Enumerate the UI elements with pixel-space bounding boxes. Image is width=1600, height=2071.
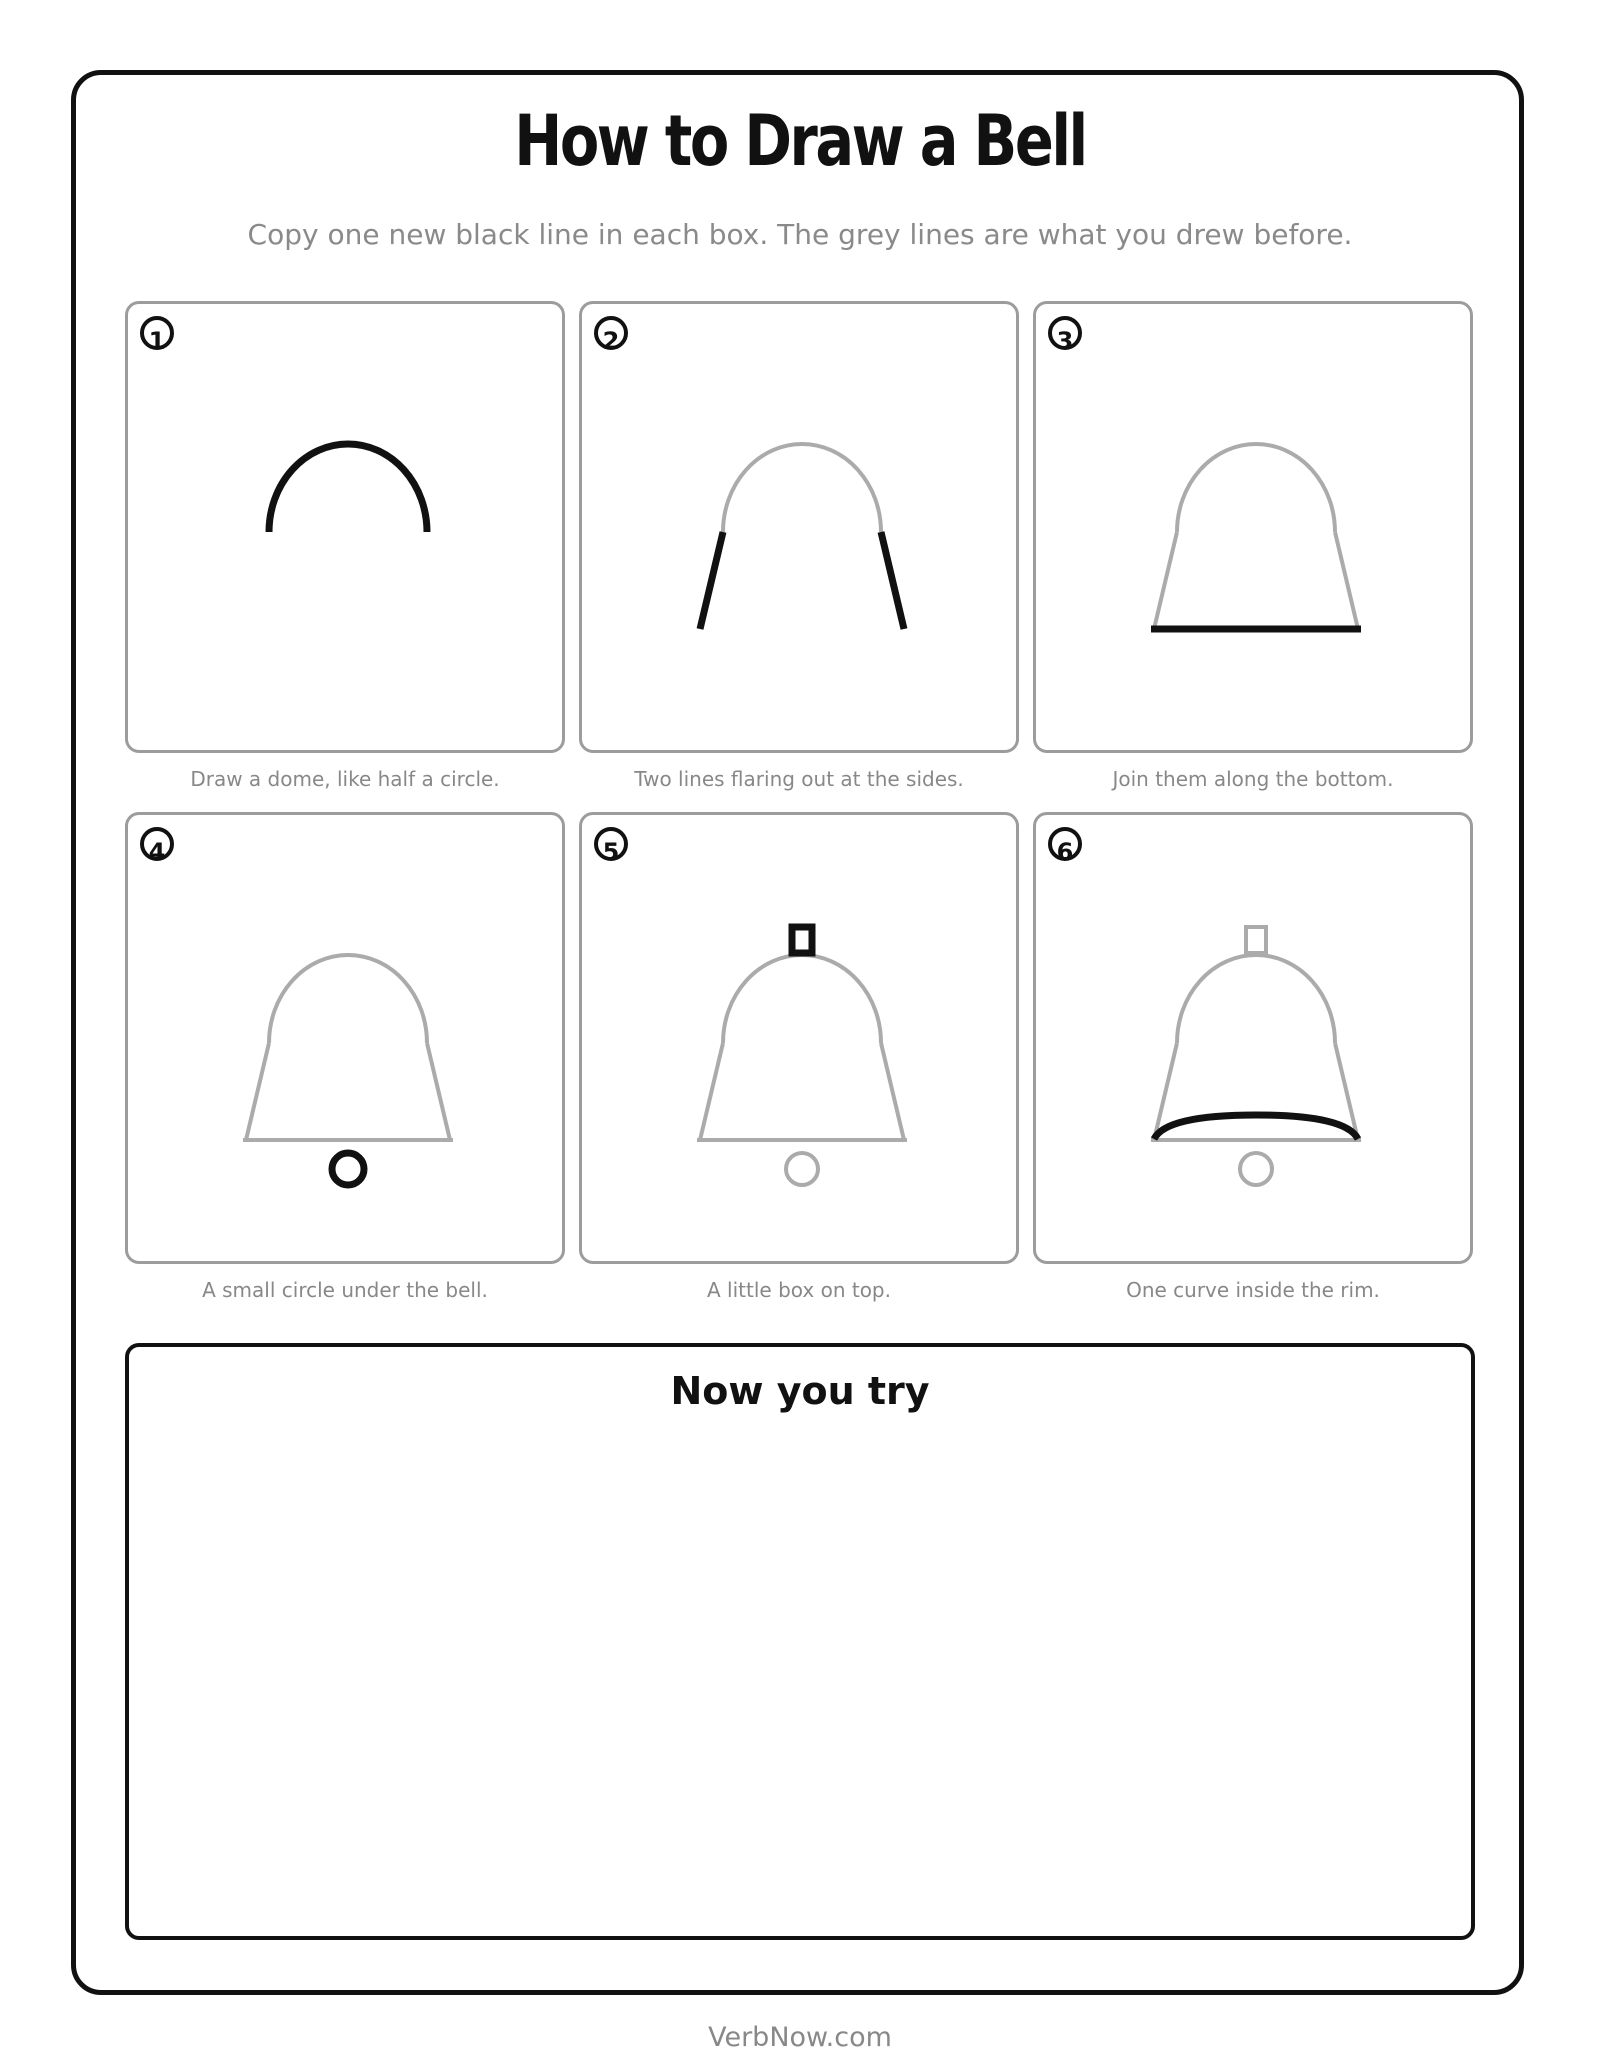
- rim-curve: [1154, 1115, 1358, 1139]
- step-number: 1: [148, 327, 166, 355]
- clapper-circle: [332, 1153, 364, 1185]
- dome-line: [269, 444, 427, 532]
- step-panel-6: [1033, 812, 1473, 1264]
- step-caption-2: Two lines flaring out at the sides.: [634, 767, 964, 791]
- practice-drawing-area[interactable]: [125, 1343, 1475, 1940]
- step-6-drawing: [1036, 815, 1470, 1261]
- step-1-drawing: [128, 304, 562, 750]
- step-5-drawing: [582, 815, 1016, 1261]
- page-title: How to Draw a Bell: [514, 100, 1086, 182]
- step-caption-4: A small circle under the bell.: [202, 1278, 488, 1302]
- dome-line: [1177, 444, 1335, 532]
- top-box: [792, 927, 812, 953]
- step-number: 2: [602, 327, 620, 355]
- right-side-line: [881, 532, 904, 629]
- step-3-drawing: [1036, 304, 1470, 750]
- practice-label: Now you try: [670, 1369, 930, 1413]
- clapper-circle: [786, 1153, 818, 1185]
- top-box: [1246, 927, 1266, 953]
- dome-line: [1177, 955, 1335, 1043]
- left-side-line: [700, 1043, 723, 1140]
- step-number: 5: [602, 838, 620, 866]
- step-caption-5: A little box on top.: [707, 1278, 891, 1302]
- step-caption-6: One curve inside the rim.: [1126, 1278, 1380, 1302]
- step-panel-3: [1033, 301, 1473, 753]
- clapper-circle: [1240, 1153, 1272, 1185]
- right-side-line: [427, 1043, 450, 1140]
- footer-site: VerbNow.com: [708, 2022, 892, 2053]
- dome-line: [723, 444, 881, 532]
- step-panel-2: [579, 301, 1019, 753]
- step-4-drawing: [128, 815, 562, 1261]
- left-side-line: [700, 532, 723, 629]
- page-subtitle: Copy one new black line in each box. The grey lines are what you drew before.: [247, 218, 1353, 251]
- left-side-line: [246, 1043, 269, 1140]
- step-2-drawing: [582, 304, 1016, 750]
- step-number: 4: [148, 838, 166, 866]
- right-side-line: [881, 1043, 904, 1140]
- dome-line: [723, 955, 881, 1043]
- right-side-line: [1335, 532, 1358, 629]
- step-panel-1: [125, 301, 565, 753]
- step-number: 3: [1056, 327, 1074, 355]
- step-panel-4: [125, 812, 565, 1264]
- step-caption-3: Join them along the bottom.: [1112, 767, 1394, 791]
- step-panel-5: [579, 812, 1019, 1264]
- left-side-line: [1154, 532, 1177, 629]
- step-number: 6: [1056, 838, 1074, 866]
- dome-line: [269, 955, 427, 1043]
- step-caption-1: Draw a dome, like half a circle.: [190, 767, 500, 791]
